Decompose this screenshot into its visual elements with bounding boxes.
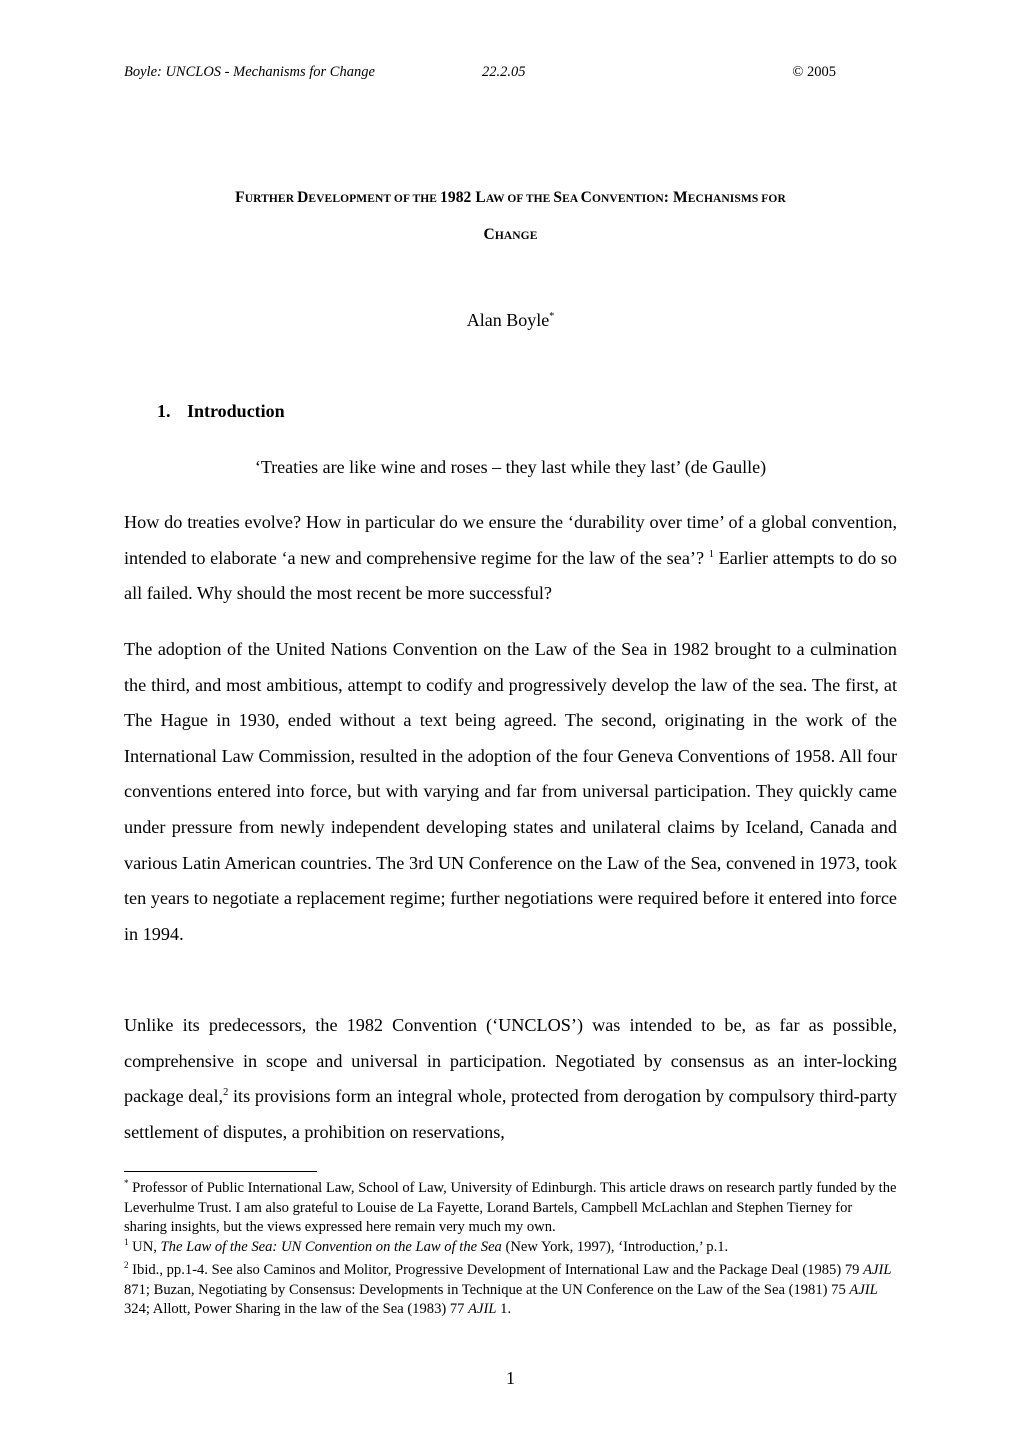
footnote-italic: AJIL	[468, 1301, 497, 1318]
footnote-1	[124, 1238, 897, 1258]
paragraph-2: The adoption of the United Nations Convention on the Law of the Sea in 1982 brought to a culmination the third, and most ambitious, attempt to codify and progressively develop the law of the sea. The first, at The Hague in 1930, ended without a text being agreed. The second, originating in the work of the International Law Commission, resulted in the adoption of the four Geneva Conventions of 1958. All four conventions entered into force, but with varying and far from universal participation. They quickly came under pressure from newly independent developing states and unilateral claims by Iceland, Canada and various Latin American countries. The 3rd UN Conference on the Law of the Sea, convened in 1973, took ten years to negotiate a replacement regime; further negotiations were required before it entered into force in 1994.	[124, 639, 897, 944]
section-title: Introduction	[187, 401, 285, 421]
footnote-italic: AJIL	[863, 1262, 892, 1278]
paragraph-text: How do treaties evolve? How in particular do we ensure the ‘durability over time’ of a global convention, intended to elaborate ‘a new and comprehensive regime for the law of the sea’?	[124, 512, 897, 568]
footnote-separator	[124, 1171, 317, 1172]
title-seg: ONVENTION	[591, 193, 664, 205]
footnote-star	[124, 1179, 897, 1238]
title-seg: D	[297, 189, 309, 206]
footnote-italic: AJIL	[849, 1281, 878, 1298]
footnote-text: Professor of Public International Law, School of Law, University of Edinburgh. This article draws on research partly funded by the Leverhulme Trust. I am also grateful to Louise de La Fayette, Lorand Bartels, Campbell McLachlan and Stephen Tierney for sharing insights, but the views expressed here remain very much my own.	[124, 1180, 897, 1236]
title-seg: URTHER	[244, 193, 298, 205]
footnote-marker: 1	[124, 1237, 129, 1248]
title-seg: F	[235, 189, 245, 206]
paper-title	[124, 180, 897, 254]
header-copyright: © 2005	[792, 64, 836, 80]
author-name: Alan Boyle	[466, 310, 550, 330]
section-heading	[157, 399, 285, 423]
title-seg: EVELOPMENT OF THE	[308, 193, 440, 205]
section-number: 1.	[157, 401, 171, 421]
footnote-ref-1[interactable]: 1	[708, 548, 714, 560]
title-seg: EA	[562, 193, 581, 205]
footnote-italic: The Law of the Sea: UN Convention on the Law of the Sea	[160, 1239, 502, 1255]
header-title: Boyle: UNCLOS - Mechanisms for Change	[124, 64, 375, 80]
page-number: 1	[506, 1368, 515, 1388]
title-seg: ECHANISMS FOR	[687, 193, 786, 205]
footnote-text: 871; Buzan, Negotiating by Consensus: Developments in Technique at the UN Conference on the Law of the Sea (1981) 75	[124, 1281, 846, 1298]
title-seg: C	[580, 189, 592, 206]
title-seg: HANGE	[494, 230, 538, 242]
footnote-ref-2[interactable]: 2	[223, 1087, 229, 1099]
footnote-text: (New York, 1997), ‘Introduction,’ p.1.	[505, 1239, 729, 1255]
footnote-marker: 2	[124, 1260, 129, 1271]
footnote-text: Ibid., pp.1-4. See also Caminos and Molitor, Progressive Development of International Law and the Package Deal (1985) 79	[132, 1262, 860, 1278]
author-line	[124, 308, 897, 332]
footnote-text: UN,	[132, 1239, 157, 1255]
author-footnote-marker[interactable]: *	[549, 311, 555, 322]
footnote-text: 1.	[500, 1301, 512, 1318]
footnote-marker: *	[124, 1178, 129, 1189]
paragraph-text: its provisions form an integral whole, protected from derogation by compulsory third-party settlement of disputes, a prohibition on reservations,	[124, 1086, 897, 1142]
title-line-2	[124, 217, 897, 254]
title-seg: S	[553, 189, 563, 206]
footnote-2	[124, 1261, 897, 1320]
footnote-text: 324; Allott, Power Sharing in the law of the Sea (1983) 77	[124, 1301, 465, 1318]
paragraph-1	[124, 505, 897, 612]
paragraph-text: Earlier attempts to do so all failed. Why should the most recent be more successful?	[124, 547, 897, 604]
title-seg: : M	[663, 189, 688, 206]
paragraph-3	[124, 1008, 897, 1150]
title-seg: AW OF THE	[485, 193, 554, 205]
title-seg: 1982 L	[440, 189, 486, 206]
title-seg: C	[483, 226, 495, 243]
paragraph-text: Unlike its predecessors, the 1982 Convention (‘UNCLOS’) was intended to be, as far as possible, comprehensive in scope and universal in participation. Negotiated by consensus as an inter-locking package deal,	[124, 1015, 897, 1107]
epigraph: ‘Treaties are like wine and roses – they last while they last’ (de Gaulle)	[254, 457, 767, 477]
title-line-1	[124, 180, 897, 217]
header-date: 22.2.05	[482, 64, 526, 80]
